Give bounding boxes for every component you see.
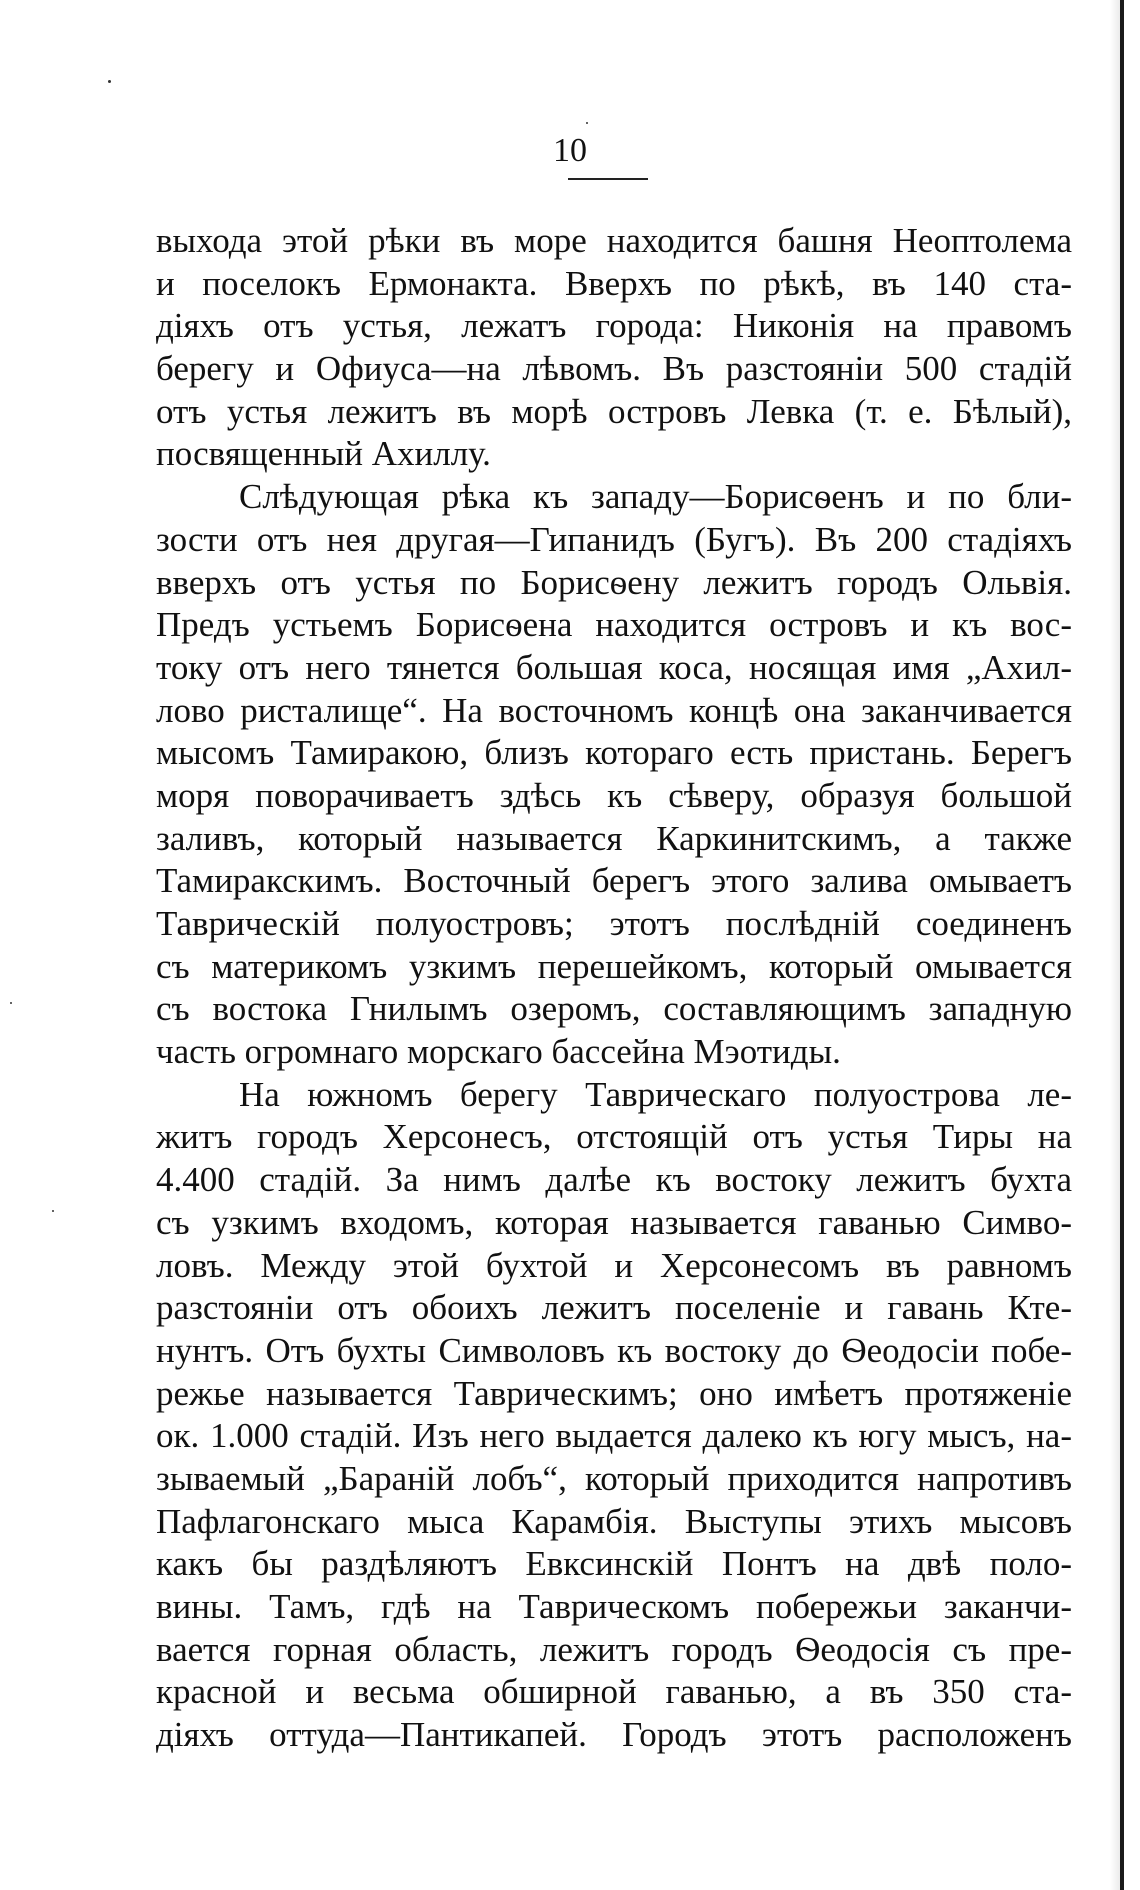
text-line: выхода этой рѣки въ море находится башня Неоптолема (156, 221, 1072, 260)
text-line: разстояніи отъ обоихъ лежитъ поселеніе и гавань Кте- (156, 1288, 1072, 1328)
text-line: На южномъ берегу Таврическаго полуострова ле- (239, 1074, 1072, 1114)
scan-speck (108, 80, 111, 83)
text-line: вается горная область, лежитъ городъ Ѳеодосія съ пре- (156, 1629, 1072, 1669)
text-line: какъ бы раздѣляютъ Евксинскій Понтъ на двѣ поло- (156, 1544, 1072, 1584)
text-line: Пафлагонскаго мыса Карамбія. Выступы этихъ мысовъ (156, 1501, 1072, 1541)
scan-speck (52, 1210, 54, 1212)
text-line: съ востока Гнилымъ озеромъ, составляющимъ западную (156, 989, 1072, 1029)
scan-speck (10, 1002, 12, 1004)
text-line: моря поворачиваетъ здѣсь къ сѣверу, образуя большой (156, 775, 1072, 815)
text-line: часть огромнаго морскаго бассейна Мэотиды. (156, 1032, 841, 1072)
paragraph-3 (156, 1074, 1072, 1757)
text-line: вверхъ отъ устья по Борисѳену лежитъ городъ Ольвія. (156, 562, 1072, 602)
text-line: заливъ, который называется Каркинитскимъ, а также (156, 818, 1072, 858)
paragraph-1 (156, 220, 1072, 476)
text-line: ок. 1.000 стадій. Изъ него выдается далеко къ югу мысъ, на- (156, 1416, 1072, 1456)
text-line: зываемый „Бараній лобъ“, который приходится напротивъ (156, 1458, 1072, 1498)
text-line: нунтъ. Отъ бухты Символовъ къ востоку до Ѳеодосіи побе- (156, 1330, 1072, 1370)
page-edge-border (1120, 0, 1124, 1890)
page-edge-shadow (1110, 0, 1120, 1890)
text-line: зости отъ нея другая—Гипанидъ (Бугъ). Въ 200 стадіяхъ (156, 519, 1072, 559)
text-line: току отъ него тянется большая коса, носящая имя „Ахил- (156, 647, 1072, 687)
text-line: Тамиракскимъ. Восточный берегъ этого залива омываетъ (156, 861, 1072, 901)
text-line: діяхъ отъ устья, лежатъ города: Никонія на правомъ (156, 306, 1072, 346)
text-line: вины. Тамъ, гдѣ на Таврическомъ побережьи заканчи- (156, 1587, 1072, 1626)
text-line: Слѣдующая рѣка къ западу—Борисѳенъ и по бли- (239, 477, 1072, 517)
text-line: Предъ устьемъ Борисѳена находится островъ и къ вос- (156, 605, 1072, 645)
text-line: діяхъ оттуда—Пантикапей. Городъ этотъ расположенъ (156, 1715, 1072, 1755)
text-line: лово ристалище“. На восточномъ концѣ она заканчивается (156, 690, 1072, 730)
text-line: мысомъ Тамиракою, близъ котораго есть пристань. Берегъ (156, 733, 1072, 773)
text-line: Таврическій полуостровъ; этотъ послѣдній соединенъ (156, 904, 1072, 943)
text-line: посвященный Ахиллу. (156, 434, 491, 474)
text-line: режье называется Таврическимъ; оно имѣетъ протяженіе (156, 1373, 1072, 1413)
text-line: съ материкомъ узкимъ перешейкомъ, который омывается (156, 946, 1072, 986)
text-line: и поселокъ Ермонакта. Вверхъ по рѣкѣ, въ 140 ста- (156, 263, 1072, 303)
text-line: ловъ. Между этой бухтой и Херсонесомъ въ равномъ (156, 1245, 1072, 1285)
scan-speck (586, 122, 588, 124)
page-number-underline (568, 178, 648, 180)
text-line: съ узкимъ входомъ, которая называется гаванью Симво- (156, 1202, 1072, 1242)
text-line: 4.400 стадій. За нимъ далѣе къ востоку лежитъ бухта (156, 1160, 1072, 1200)
page-number: 10 (553, 132, 587, 169)
paragraph-2 (156, 476, 1072, 1074)
text-line: отъ устья лежитъ въ морѣ островъ Левка (т. е. Бѣлый), (156, 391, 1072, 431)
text-line: берегу и Офиуса—на лѣвомъ. Въ разстояніи 500 стадій (156, 349, 1072, 389)
text-line: красной и весьма обширной гаванью, а въ 350 ста- (156, 1672, 1072, 1712)
text-line: житъ городъ Херсонесъ, отстоящій отъ устья Тиры на (156, 1117, 1072, 1157)
body-text (156, 220, 1072, 1757)
